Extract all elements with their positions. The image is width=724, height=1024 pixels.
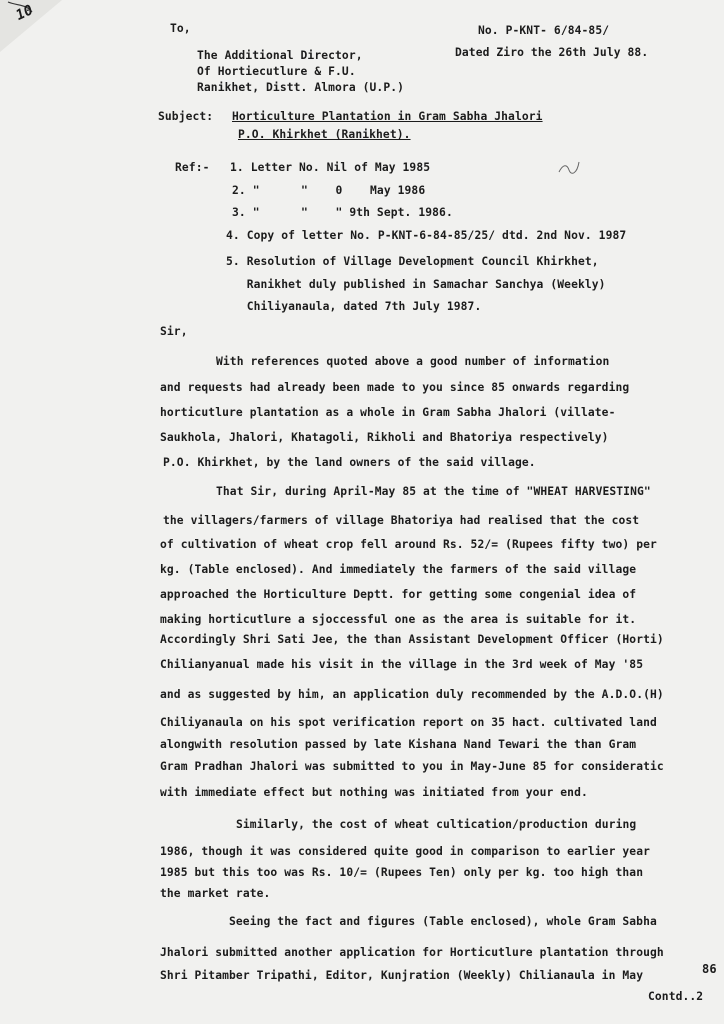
body-line: Accordingly Shri Sati Jee, the than Assistant Development Officer (Horti) [160,633,664,646]
body-line: Similarly, the cost of wheat cultication/production during [236,818,637,831]
body-line: alongwith resolution passed by late Kishana Nand Tewari the than Gram [160,738,637,751]
page-number: 86 [702,962,717,976]
addressee-line: Of Hortiecutlure & F.U. [197,65,356,78]
body-line: of cultivation of wheat crop fell around Rs. 52/= (Rupees fifty two) per [160,538,657,551]
handwritten-page-mark: 10 [13,2,36,24]
body-line: Chilianyanual made his visit in the village in the 3rd week of May '85 [160,658,644,671]
subject-line: P.O. Khirkhet (Ranikhet). [238,128,411,141]
body-line: P.O. Khirkhet, by the land owners of the said village. [163,456,536,469]
body-line: and requests had already been made to you since 85 onwards regarding [160,381,630,394]
ink-mark [555,158,585,178]
addressee-line: Ranikhet, Distt. Almora (U.P.) [197,81,405,94]
body-line: approached the Horticulture Deptt. for getting some congenial idea of [160,588,637,601]
reference-item: 3. " " " 9th Sept. 1986. [232,206,453,219]
body-line: That Sir, during April-May 85 at the time of "WHEAT HARVESTING" [216,485,651,498]
body-line: kg. (Table enclosed). And immediately the farmers of the said village [160,563,637,576]
reference-item: Chiliyanaula, dated 7th July 1987. [226,300,482,313]
folded-corner [0,0,80,60]
to-label: To, [170,22,191,35]
body-line: Seeing the fact and figures (Table enclosed), whole Gram Sabha [229,915,657,928]
reference-item: 4. Copy of letter No. P-KNT-6-84-85/25/ dtd. 2nd Nov. 1987 [226,229,627,242]
reference-item: Ranikhet duly published in Samachar Sanchya (Weekly) [226,278,606,291]
addressee-line: The Additional Director, [197,49,363,62]
reference-item: 2. " " 0 May 1986 [232,184,426,197]
body-line: the market rate. [160,887,271,900]
body-line: the villagers/farmers of village Bhatoriya had realised that the cost [163,514,640,527]
body-line: with immediate effect but nothing was initiated from your end. [160,786,588,799]
subject-line: Horticulture Plantation in Gram Sabha Jhalori [232,110,543,123]
body-line: Chiliyanaula on his spot verification report on 35 hact. cultivated land [160,716,657,729]
body-line: 1985 but this too was Rs. 10/= (Rupees Ten) only per kg. too high than [160,866,644,879]
body-line: horticutlure plantation as a whole in Gram Sabha Jhalori (villate- [160,406,616,419]
body-line: Gram Pradhan Jhalori was submitted to you in May-June 85 for consideratic [160,760,664,773]
body-line: With references quoted above a good number of information [216,355,610,368]
body-line: making horticutlure a sjoccessful one as the area is suitable for it. [160,613,637,626]
reference-label: Ref:- [175,161,210,174]
body-line: and as suggested by him, an application duly recommended by the A.D.O.(H) [160,688,664,701]
reference-number: No. P-KNT- 6/84-85/ [478,24,610,37]
body-line: Saukhola, Jhalori, Khatagoli, Rikholi and Bhatoriya respectively) [160,431,609,444]
subject-label: Subject: [158,110,214,123]
reference-item: 5. Resolution of Village Development Council Khirkhet, [226,255,599,268]
body-line: Jhalori submitted another application for Horticutlure plantation through [160,946,664,959]
continued-note: Contd..2 [648,990,704,1003]
body-line: Shri Pitamber Tripathi, Editor, Kunjration (Weekly) Chilianaula in May [160,969,644,982]
reference-item: 1. Letter No. Nil of May 1985 [230,161,431,174]
salutation: Sir, [160,325,188,338]
body-line: 1986, though it was considered quite good in comparison to earlier year [160,845,650,858]
letter-date: Dated Ziro the 26th July 88. [455,46,649,59]
